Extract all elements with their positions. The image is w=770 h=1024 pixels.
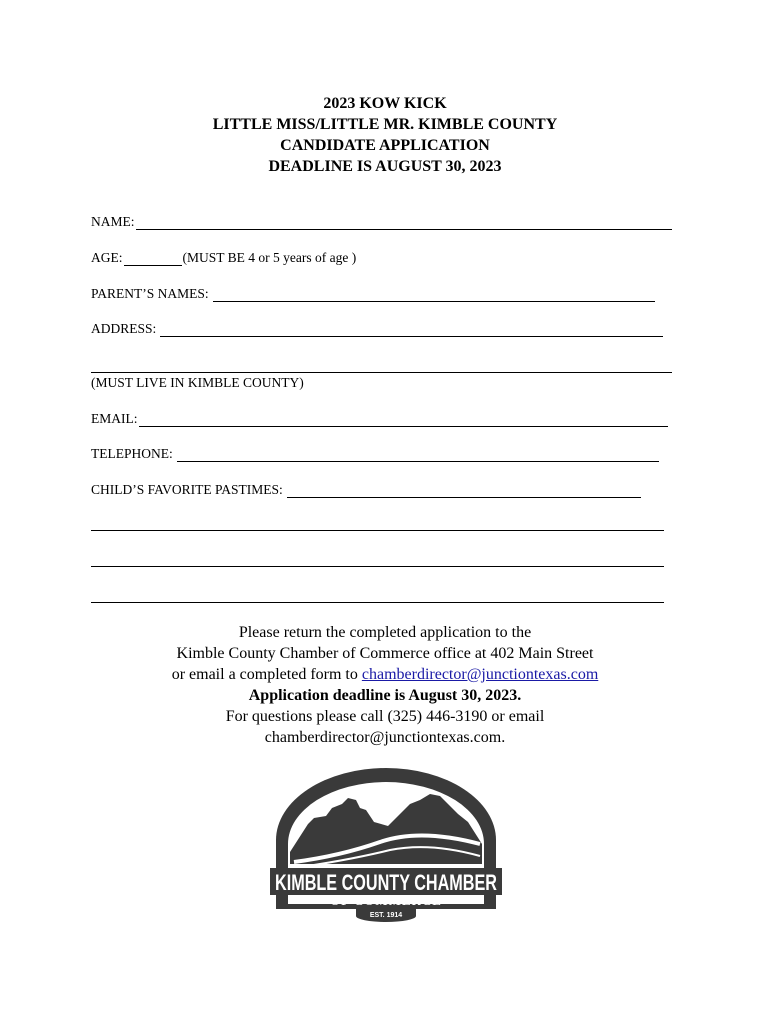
telephone-label: TELEPHONE: <box>91 446 173 461</box>
address-requirement-note: (MUST LIVE IN KIMBLE COUNTY) <box>91 375 304 390</box>
title-line-contest: LITTLE MISS/LITTLE MR. KIMBLE COUNTY <box>212 116 558 133</box>
pastimes-line-3[interactable] <box>91 566 664 567</box>
logo-est-text: EST. 1914 <box>369 912 403 919</box>
parents-names-label: PARENT’S NAMES: <box>91 286 209 301</box>
contact-email: chamberdirector@junctiontexas.com. <box>264 729 506 746</box>
title-line-application: CANDIDATE APPLICATION <box>280 137 490 154</box>
email-label: EMAIL: <box>91 411 138 426</box>
instructions-email-prefix: or email a completed form to <box>171 666 362 683</box>
instructions-line-3 <box>0 664 770 685</box>
pastimes-blank-line[interactable] <box>287 484 641 498</box>
age-blank-line[interactable] <box>124 252 182 266</box>
pastimes-field[interactable] <box>91 482 641 498</box>
pastimes-line-4[interactable] <box>91 602 664 603</box>
email-link[interactable]: chamberdirector@junctiontexas.com <box>361 666 599 683</box>
instructions-line-1: Please return the completed application to the <box>238 624 532 641</box>
name-label: NAME: <box>91 214 135 229</box>
age-requirement-note: (MUST BE 4 or 5 years of age ) <box>182 250 357 265</box>
address-second-line[interactable] <box>91 372 672 373</box>
parents-names-blank-line[interactable] <box>213 288 655 302</box>
title-line-event: 2023 KOW KICK <box>323 95 447 112</box>
logo-sub-text: OF COMMERCE <box>330 893 442 908</box>
deadline-statement: Application deadline is August 30, 2023. <box>248 687 522 704</box>
address-label: ADDRESS: <box>91 321 157 336</box>
questions-line: For questions please call (325) 446-3190 or email <box>225 708 545 725</box>
telephone-field[interactable] <box>91 446 659 462</box>
title-line-deadline: DEADLINE IS AUGUST 30, 2023 <box>268 158 502 175</box>
name-field[interactable] <box>91 214 672 230</box>
age-field[interactable] <box>91 250 356 266</box>
address-blank-line[interactable] <box>160 323 663 337</box>
telephone-blank-line[interactable] <box>177 448 659 462</box>
return-instructions <box>0 622 770 748</box>
name-blank-line[interactable] <box>136 216 672 230</box>
email-field[interactable] <box>91 411 668 427</box>
email-blank-line[interactable] <box>139 413 668 427</box>
form-title <box>0 93 770 177</box>
chamber-logo <box>270 764 502 924</box>
logo-name-text: KIMBLE COUNTY CHAMBER <box>275 870 498 895</box>
address-field[interactable] <box>91 321 663 337</box>
age-label: AGE: <box>91 250 123 265</box>
parents-names-field[interactable] <box>91 286 655 302</box>
pastimes-line-2[interactable] <box>91 530 664 531</box>
pastimes-label: CHILD’S FAVORITE PASTIMES: <box>91 482 283 497</box>
instructions-line-2: Kimble County Chamber of Commerce office at 402 Main Street <box>176 645 594 662</box>
